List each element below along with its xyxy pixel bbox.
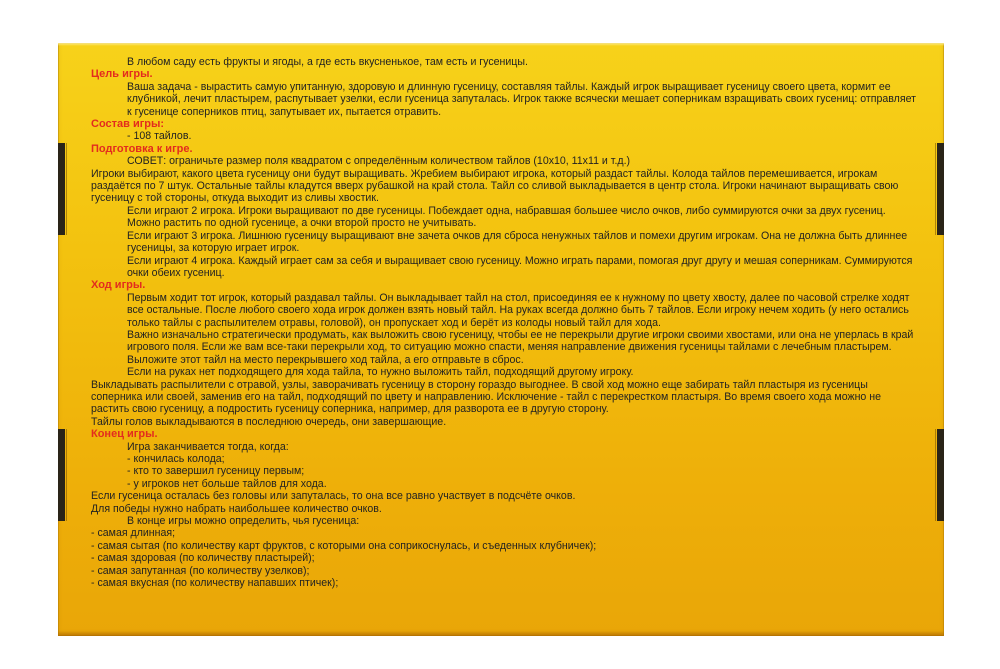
setup-three-players: Если играют 3 игрока. Лишнюю гусеницу выращивают вне зачета очков для сброса ненужных тайлов и помехи другим игрокам. Она не должна быть длиннее гусеницы, за которую играет игрок. — [127, 229, 908, 255]
intro-paragraph: В любом саду есть фрукты и ягоды, а где есть вкусненькое, там есть и гусеницы. — [127, 56, 528, 68]
box-notch-right-bottom — [937, 429, 944, 521]
end-paragraph-2: Если гусеница осталась без головы или запуталась, то она все равно участвует в подсчёте очков. — [91, 490, 576, 503]
setup-four-players: Если играют 4 игрока. Каждый играет сам за себя и выращивает свою гусеницу. Можно играть парами, помогая друг другу и мешая соперникам. Суммируются очки обеих гусениц. — [127, 254, 913, 279]
setup-two-players: Если играют 2 игрока. Игроки выращивают по две гусеницы. Побеждает одна, набравшая большее число очков, либо суммируются очки за двух гусениц. Можно растить по одной гусенице, а очки второй просто не учитывать. — [127, 204, 886, 230]
box-crease — [66, 429, 67, 521]
setup-tip: СОВЕТ: ограничьте размер поля квадратом с определённым количеством тайлов (10х10, 11х11 и т.д.) — [127, 155, 631, 168]
box-notch-left-top — [58, 143, 65, 235]
box-crease — [935, 429, 936, 521]
turn-heading: Ход игры. — [91, 279, 146, 292]
ranking-item: - самая запутанная (по количеству узелков); — [91, 564, 310, 577]
box-notch-left-bottom — [58, 429, 65, 521]
contents-heading: Состав игры: — [91, 118, 165, 131]
goal-paragraph: Ваша задача - вырастить самую упитанную, здоровую и длинную гусеницу, составляя тайлы. Каждый игрок выращивает гусеницу своего цвета, кормит ее клубникой, лечит пластырем, распутывает узелки, если гусеница запуталась. Игрок также всячески мешает соперникам взращивать своих гусениц: отправляет к гусенице соперников птиц, запутывает их, пытается отравить. — [127, 80, 916, 118]
turn-paragraph-4: Выкладывать распылители с отравой, узлы, заворачивать гусеницу в сторону гораздо выгоднее. В свой ход можно еще забирать тайл пластыря из гусеницы соперника или своей, заменив его на тайл, подходящий по цвету и направлению. Исключение - тайл с перекрестком пластыря. Во время своего хода можно не растить свою гусеницу, а подростить гусеницу соперника, например, для разворота ее в другую сторону. — [91, 378, 881, 416]
turn-paragraph-5: Тайлы голов выкладываются в последнюю очередь, они завершающие. — [91, 415, 447, 428]
rules-text — [91, 56, 921, 589]
end-condition: - кончилась колода; — [127, 453, 225, 465]
box-notch-right-top — [937, 143, 944, 235]
contents-item: - 108 тайлов. — [127, 130, 192, 143]
setup-paragraph: Игроки выбирают, какого цвета гусеницу они будут выращивать. Жребием выбирают игрока, который раздаст тайлы. Колода тайлов перемешивается, игрокам раздаётся по 7 штук. Остальные тайлы кладутся вверх рубашкой на край стола. Тайл со сливой выкладывается в центр стола. Игроки начинают выращивать свою гусеницу с той стороны, откуда выходит из сливы хвостик. — [91, 167, 899, 205]
ranking-item: - самая здоровая (по количеству пластырей); — [91, 552, 315, 565]
end-condition: - кто то завершил гусеницу первым; — [127, 465, 305, 478]
end-paragraph-3: Для победы нужно набрать наибольшее количество очков. — [91, 502, 382, 515]
turn-paragraph-2: Важно изначально стратегически продумать, как выложить свою гусеницу, чтобы ее не перекрыли другие игроки своими хвостами, или она не уперлась в край игрового поля. Если же вам все-таки перекрыли ход, то ситуацию можно спасти, меняя направление движения гусеницы тайлами с лечебным пластырем. Выложите этот тайл на место перекрывшего ход тайла, а его отправьте в сброс. — [127, 328, 914, 366]
end-heading: Конец игры. — [91, 428, 158, 441]
box-bottom-edge — [58, 631, 944, 636]
ranking-item: - самая сытая (по количеству карт фруктов, с которыми она соприкоснулась, и съеденных клубничек); — [91, 539, 597, 552]
box-crease — [66, 143, 67, 235]
turn-paragraph-1: Первым ходит тот игрок, который раздавал тайлы. Он выкладывает тайл на стол, присоединяя ее к нужному по цвету хвосту, далее по часовой стрелке ходят все остальные. После любого своего хода игрок должен взять новый тайл. На руках всегда должно быть 7 тайлов. Если игроку нечем ходить (у него остались только тайлы с распылителем отравы, головой), он пропускает ход и берёт из колоды новый тайл для хода. — [127, 291, 910, 329]
box-crease — [935, 143, 936, 235]
box-top-edge — [58, 43, 944, 46]
setup-heading: Подготовка к игре. — [91, 142, 193, 155]
ranking-item: - самая вкусная (по количеству напавших птичек); — [91, 577, 339, 590]
turn-paragraph-3: Если на руках нет подходящего для хода тайла, то нужно выложить тайл, подходящий другому игроку. — [127, 366, 634, 379]
ranking-item: - самая длинная; — [91, 527, 176, 540]
end-paragraph-4: В конце игры можно определить, чья гусеница: — [127, 515, 360, 528]
end-paragraph-1: Игра заканчивается тогда, когда: — [127, 440, 289, 453]
goal-heading: Цель игры. — [91, 68, 153, 81]
end-condition: - у игроков нет больше тайлов для хода. — [127, 477, 327, 490]
